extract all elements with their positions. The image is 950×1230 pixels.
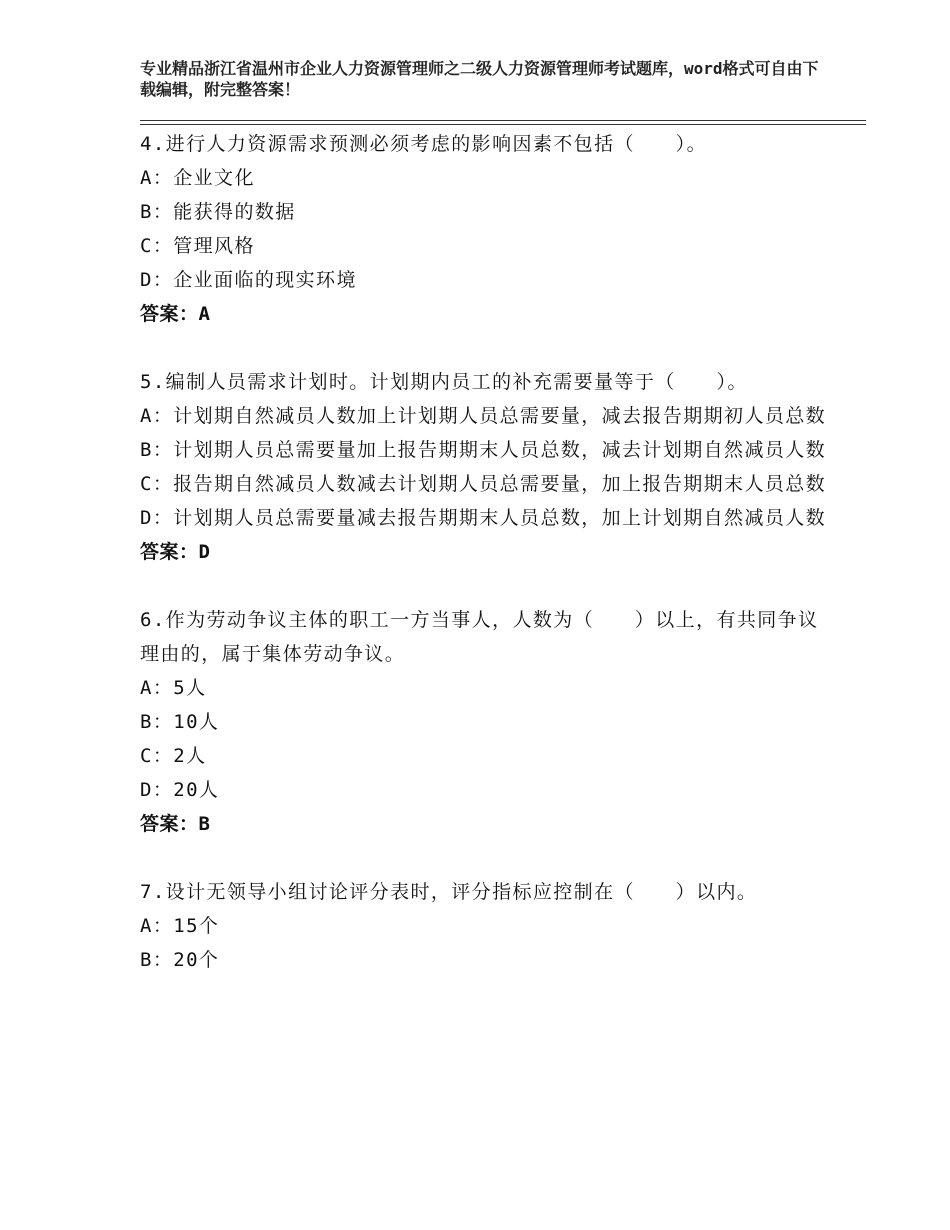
option-c: C：管理风格 — [140, 235, 255, 257]
question-item — [140, 875, 830, 977]
option-b: B：计划期人员总需要量加上报告期期末人员总数，减去计划期自然减员人数 — [140, 439, 827, 461]
question-item — [140, 365, 830, 569]
question-text: 7.设计无领导小组讨论评分表时，评分指标应控制在（ ）以内。 — [140, 881, 758, 903]
question-text: 6.作为劳动争议主体的职工一方当事人，人数为（ ）以上，有共同争议理由的，属于集体劳动争议。 — [140, 609, 819, 665]
question-text: 4.进行人力资源需求预测必须考虑的影响因素不包括（ ）。 — [140, 133, 707, 155]
option-a: A：计划期自然减员人数加上计划期人员总需要量，减去报告期期初人员总数 — [140, 405, 827, 427]
option-d: D：计划期人员总需要量减去报告期期末人员总数，加上计划期自然减员人数 — [140, 507, 827, 529]
option-c: C：2人 — [140, 745, 207, 767]
header-divider-bottom — [140, 124, 866, 125]
question-text: 5.编制人员需求计划时。计划期内员工的补充需要量等于（ ）。 — [140, 371, 748, 393]
option-d: D：企业面临的现实环境 — [140, 269, 357, 291]
option-b: B：10人 — [140, 711, 220, 733]
answer-text: 答案：A — [140, 303, 211, 325]
question-item — [140, 127, 830, 331]
header-divider-top — [140, 120, 866, 121]
option-a: A：企业文化 — [140, 167, 255, 189]
option-b: B：20个 — [140, 949, 220, 971]
option-b: B：能获得的数据 — [140, 201, 296, 223]
option-a: A：15个 — [140, 915, 220, 937]
answer-text: 答案：B — [140, 813, 211, 835]
option-c: C：报告期自然减员人数减去计划期人员总需要量，加上报告期期末人员总数 — [140, 473, 827, 495]
answer-text: 答案：D — [140, 541, 211, 563]
question-item — [140, 603, 830, 841]
option-a: A：5人 — [140, 677, 207, 699]
option-d: D：20人 — [140, 779, 220, 801]
document-header: 专业精品浙江省温州市企业人力资源管理师之二级人力资源管理师考试题库，word格式可自由下载编辑，附完整答案！ — [140, 59, 819, 99]
question-list — [140, 127, 830, 1011]
